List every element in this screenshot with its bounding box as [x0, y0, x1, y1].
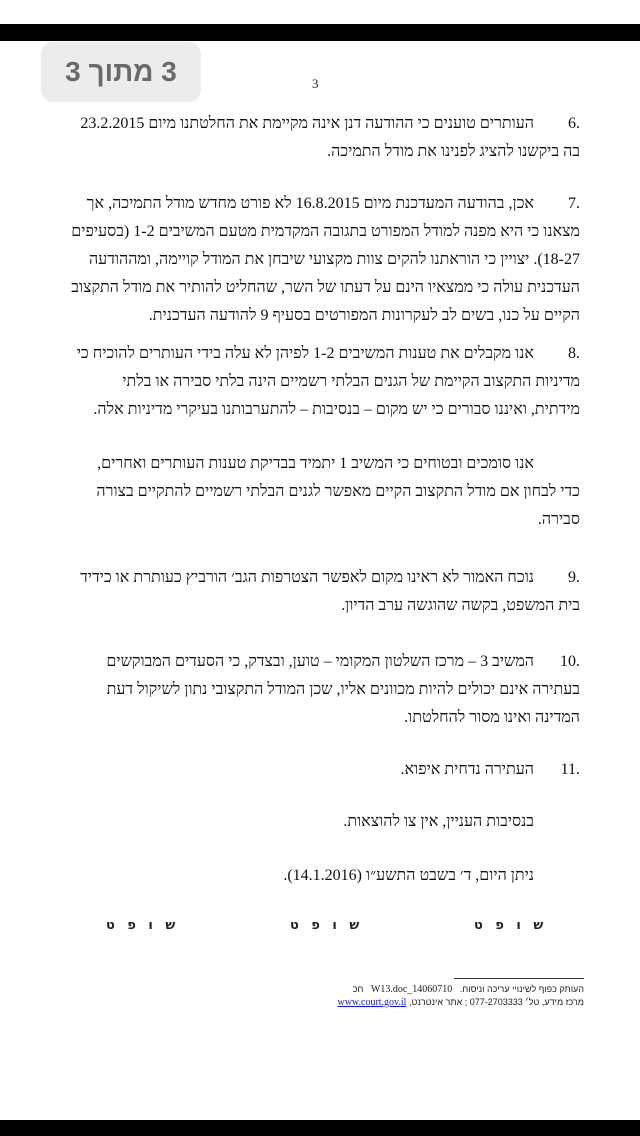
paragraph-line [47, 110, 580, 138]
line-text: נוכח האמור לא ראינו מקום לאפשר הצטרפות הגב׳ הורביץ כעותרת או כידיד [80, 569, 534, 586]
paragraph-line: מדיניות התקצוב הקיימת של הגנים הבלתי רשמיים הינה בלתי סבירה או בלתי [122, 373, 580, 390]
paragraph-line [47, 564, 580, 592]
line-text: המשיב 3 – מרכז השלטון המקומי – טוען, ובצדק, כי הסעדים המבוקשים [106, 653, 534, 670]
paragraph-line: מידתית, ואיננו סבורים כי יש מקום – בנסיבות – להתערבותנו בעיקרי מדיניות אלה. [93, 401, 580, 418]
paragraph-line: בית המשפט, בקשה שהוגשה ערב הדיון. [341, 597, 580, 614]
paragraph-line [47, 808, 580, 836]
paragraph-line [47, 340, 580, 368]
doc-name: 14060710_W13.doc [370, 984, 453, 995]
paragraph-line: 18-27). יצויין כי הוראתנו להקים צוות מקצועי שיבחן את המודל קויימה, ומההודעה [88, 251, 580, 268]
line-text: אנו סומכים ובטוחים כי המשיב 1 יתמיד בבדיקת טענות העותרים ואחרים, [97, 455, 534, 472]
paragraph-number: .8 [568, 345, 580, 362]
document-footer [334, 978, 584, 1009]
paragraph-9 [47, 564, 580, 620]
paragraph-line: הקיים על כנו, בשים לב לעקרונות המפורטים בסעיף 9 להודעה העדכנית. [148, 307, 580, 324]
paragraph-line: בעתירה אינם יכולים להיות מכוונים אליו, שכן המודל התקצובי נתון לשיקול דעת [106, 681, 580, 698]
page-indicator-text: 3 מתוך 3 [65, 56, 177, 87]
line-text: העתירה נדחית איפוא. [400, 761, 534, 778]
bottom-bar [0, 1120, 640, 1136]
costs-statement [47, 808, 580, 836]
line-text: אכן, בהודעה המעדכנת מיום 16.8.2015 לא פורט מחדש מודל התמיכה, אך [86, 195, 534, 212]
paragraph-line: בה ביקשנו להציג לפנינו את מודל התמיכה. [327, 143, 580, 160]
paragraph-line: העדכנית עולה כי ממצאיו הינם על דעתו של השר, שהחליט להותיר את מודל התקצוב [71, 279, 580, 296]
paragraph-line: סבירה. [537, 511, 580, 528]
court-website-link[interactable]: www.court.gov.il [337, 997, 407, 1008]
footer-divider [454, 978, 584, 979]
paragraph-number: .7 [568, 195, 580, 212]
judge-signature: ש ו פ ט [290, 918, 364, 933]
paragraph-line [47, 862, 580, 890]
paragraph-unnumbered [47, 450, 580, 534]
paragraph-line: המדינה ואינו מסור להחלטתו. [404, 709, 580, 726]
judge-signature: ש ו פ ט [474, 918, 548, 933]
copy-note: העותק כפוף לשינויי עריכה וניסוח. [459, 984, 584, 994]
signature-row [0, 918, 640, 942]
footer-row-1 [334, 983, 584, 996]
paragraph-7 [47, 190, 580, 330]
paragraph-line [47, 190, 580, 218]
info-center: מרכז מידע, טל׳ 077-2703333 ; אתר אינטרנט, [408, 997, 584, 1007]
line-text: בנסיבות העניין, אין צו להוצאות. [343, 813, 534, 830]
judge-signature: ש ו פ ט [106, 918, 180, 933]
paragraph-line [47, 648, 580, 676]
paragraph-number: .9 [568, 569, 580, 586]
paragraph-line [47, 756, 580, 784]
paragraph-6 [47, 110, 580, 166]
paragraph-number: .11 [560, 761, 580, 778]
paragraph-11 [47, 756, 580, 784]
paragraph-8 [47, 340, 580, 424]
paragraph-number: .6 [568, 115, 580, 132]
status-bar [0, 24, 640, 41]
paragraph-number: .10 [560, 653, 580, 670]
line-text: ניתן היום, ד׳ בשבט התשע״ו (14.1.2016). [283, 867, 534, 884]
paragraph-line: מצאנו כי היא מפנה למודל המפורט בתגובה המקדמית מטעם המשיבים 1-2 (בסעיפים [71, 223, 580, 240]
page-indicator-badge [41, 42, 201, 102]
footer-row-2 [334, 996, 584, 1009]
paragraph-line [47, 450, 580, 478]
paragraph-10 [47, 648, 580, 732]
given-date-statement [47, 862, 580, 890]
page-number: 3 [312, 76, 319, 91]
line-text: העותרים טוענים כי ההודעה דנן אינה מקיימת את החלטתנו מיום 23.2.2015 [80, 115, 534, 132]
paragraph-line: כדי לבחון אם מודל התקצוב הקיים מאפשר לגנים הבלתי רשמיים להתקיים בצורה [96, 483, 580, 500]
initials: חכ [352, 984, 364, 994]
line-text: אנו מקבלים את טענות המשיבים 1-2 לפיהן לא עלה בידי העותרים להוכיח כי [76, 345, 534, 362]
